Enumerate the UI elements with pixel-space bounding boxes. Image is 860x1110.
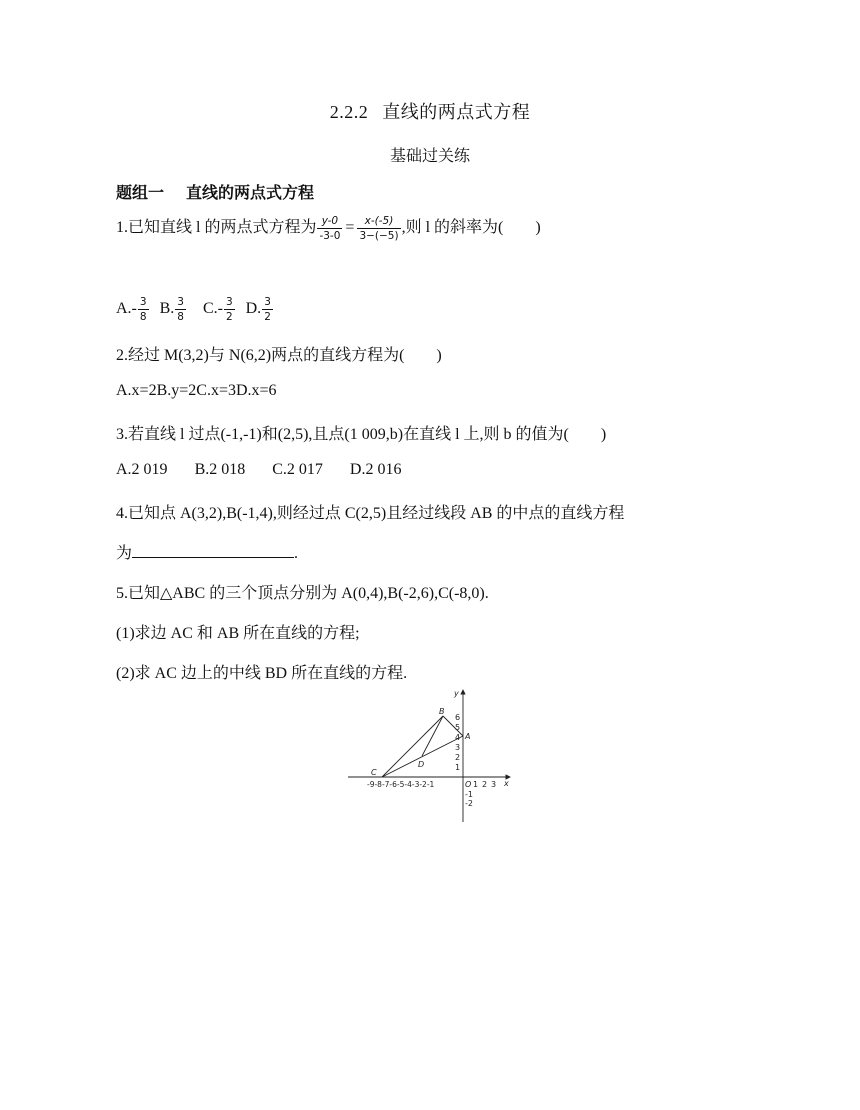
- axis-x-label: x: [504, 779, 509, 788]
- label-origin: O: [465, 780, 472, 789]
- page-subtitle: 基础过关练: [389, 146, 470, 165]
- axis-y-label: y: [454, 689, 459, 698]
- q1-option-d-den: 2: [264, 311, 271, 324]
- x-tick-2: 2: [482, 780, 488, 789]
- question-1: [116, 214, 541, 242]
- y-tick-1: 1: [455, 763, 461, 772]
- median-bd: [422, 716, 443, 756]
- question-5-part-1: (1)求边 AC 和 AB 所在直线的方程;: [116, 625, 360, 642]
- q1-option-a-num: 3: [138, 296, 149, 310]
- question-1-options: [116, 296, 280, 323]
- q1-option-a-frac: [138, 296, 149, 323]
- q1-option-b-num: 3: [175, 296, 186, 310]
- question-3-options: [116, 461, 401, 479]
- q1-option-a-label: A.-: [116, 300, 137, 318]
- q1-option-c-den: 2: [225, 311, 233, 324]
- label-d: D: [418, 760, 425, 769]
- q4-suffix: .: [294, 545, 299, 562]
- page-title: [0, 98, 860, 124]
- x-tick-3: 3: [491, 780, 497, 789]
- segment-bc: [382, 716, 443, 777]
- q1-option-a-den: 8: [139, 311, 147, 324]
- section-label: 题组一: [116, 183, 165, 202]
- section-number: 2.2.2: [329, 102, 369, 122]
- label-c: C: [371, 768, 377, 777]
- q1-suffix: ,则 l 的斜率为( ): [401, 219, 541, 236]
- q1-option-b-den: 8: [177, 311, 184, 324]
- q3-option-b: B.2 018: [194, 461, 246, 478]
- q1-option-c-label: C.-: [202, 300, 223, 318]
- q1-fraction-x: [357, 215, 400, 242]
- x-tick-1: 1: [473, 780, 479, 789]
- q4-answer-blank[interactable]: [132, 543, 294, 558]
- q1-option-c: [202, 296, 236, 324]
- q1-frac1-num: y-0: [317, 215, 342, 229]
- q1-prefix: 1.已知直线 l 的两点式方程为: [116, 219, 317, 236]
- y-tick-m2: -2: [465, 799, 473, 808]
- y-tick-4: 4: [455, 733, 461, 742]
- y-tick-2: 2: [455, 753, 461, 762]
- label-a: A: [465, 732, 471, 741]
- question-4-line-2: [116, 540, 298, 563]
- y-tick-6: 6: [455, 713, 461, 722]
- q1-option-b-frac: [175, 296, 186, 323]
- q3-option-a: A.2 019: [116, 461, 168, 478]
- q1-option-d-label: D.: [245, 300, 262, 318]
- triangle-coordinate-figure: [346, 686, 516, 826]
- section-title: 直线的两点式方程: [186, 183, 315, 202]
- q1-option-c-frac: [224, 296, 235, 323]
- segment-ac: [382, 736, 463, 777]
- question-5-part-2: (2)求 AC 边上的中线 BD 所在直线的方程.: [116, 665, 408, 682]
- q1-frac2-den: 3−(−5): [359, 229, 399, 242]
- q1-frac2-num: x-(-5): [357, 215, 400, 229]
- q1-frac1-den: -3-0: [319, 229, 341, 242]
- question-4-line-1: 4.已知点 A(3,2),B(-1,4),则经过点 C(2,5)且经过线段 AB 的中点的直线方程: [116, 505, 625, 522]
- q4-prefix: 为: [116, 545, 133, 562]
- question-2-options: A.x=2B.y=2C.x=3D.x=6: [116, 382, 277, 399]
- y-tick-m1: -1: [465, 790, 473, 799]
- x-ticks-negative: -9-8-7-6-5-4-3-2-1: [367, 780, 435, 789]
- q1-option-d-frac: [262, 296, 273, 323]
- q1-option-a: [116, 296, 150, 324]
- y-tick-3: 3: [455, 743, 461, 752]
- q1-option-d: [245, 296, 274, 324]
- question-3: 3.若直线 l 过点(-1,-1)和(2,5),且点(1 009,b)在直线 l 上,则 b 的值为( ): [116, 426, 607, 443]
- label-b: B: [439, 707, 445, 716]
- q1-option-c-num: 3: [224, 296, 235, 310]
- q1-equals: =: [345, 219, 355, 236]
- question-5: 5.已知△ABC 的三个顶点分别为 A(0,4),B(-2,6),C(-8,0).: [116, 585, 489, 602]
- y-tick-5: 5: [455, 723, 461, 732]
- q3-option-d: D.2 016: [349, 461, 402, 478]
- question-2: 2.经过 M(3,2)与 N(6,2)两点的直线方程为( ): [116, 347, 442, 364]
- q1-option-d-num: 3: [262, 296, 273, 310]
- section-heading: [116, 180, 314, 203]
- q1-option-b: [159, 296, 187, 324]
- q1-option-b-label: B.: [159, 300, 175, 318]
- q3-option-c: C.2 017: [272, 461, 323, 478]
- q1-fraction-y: [317, 215, 342, 242]
- title-text: 直线的两点式方程: [382, 102, 531, 123]
